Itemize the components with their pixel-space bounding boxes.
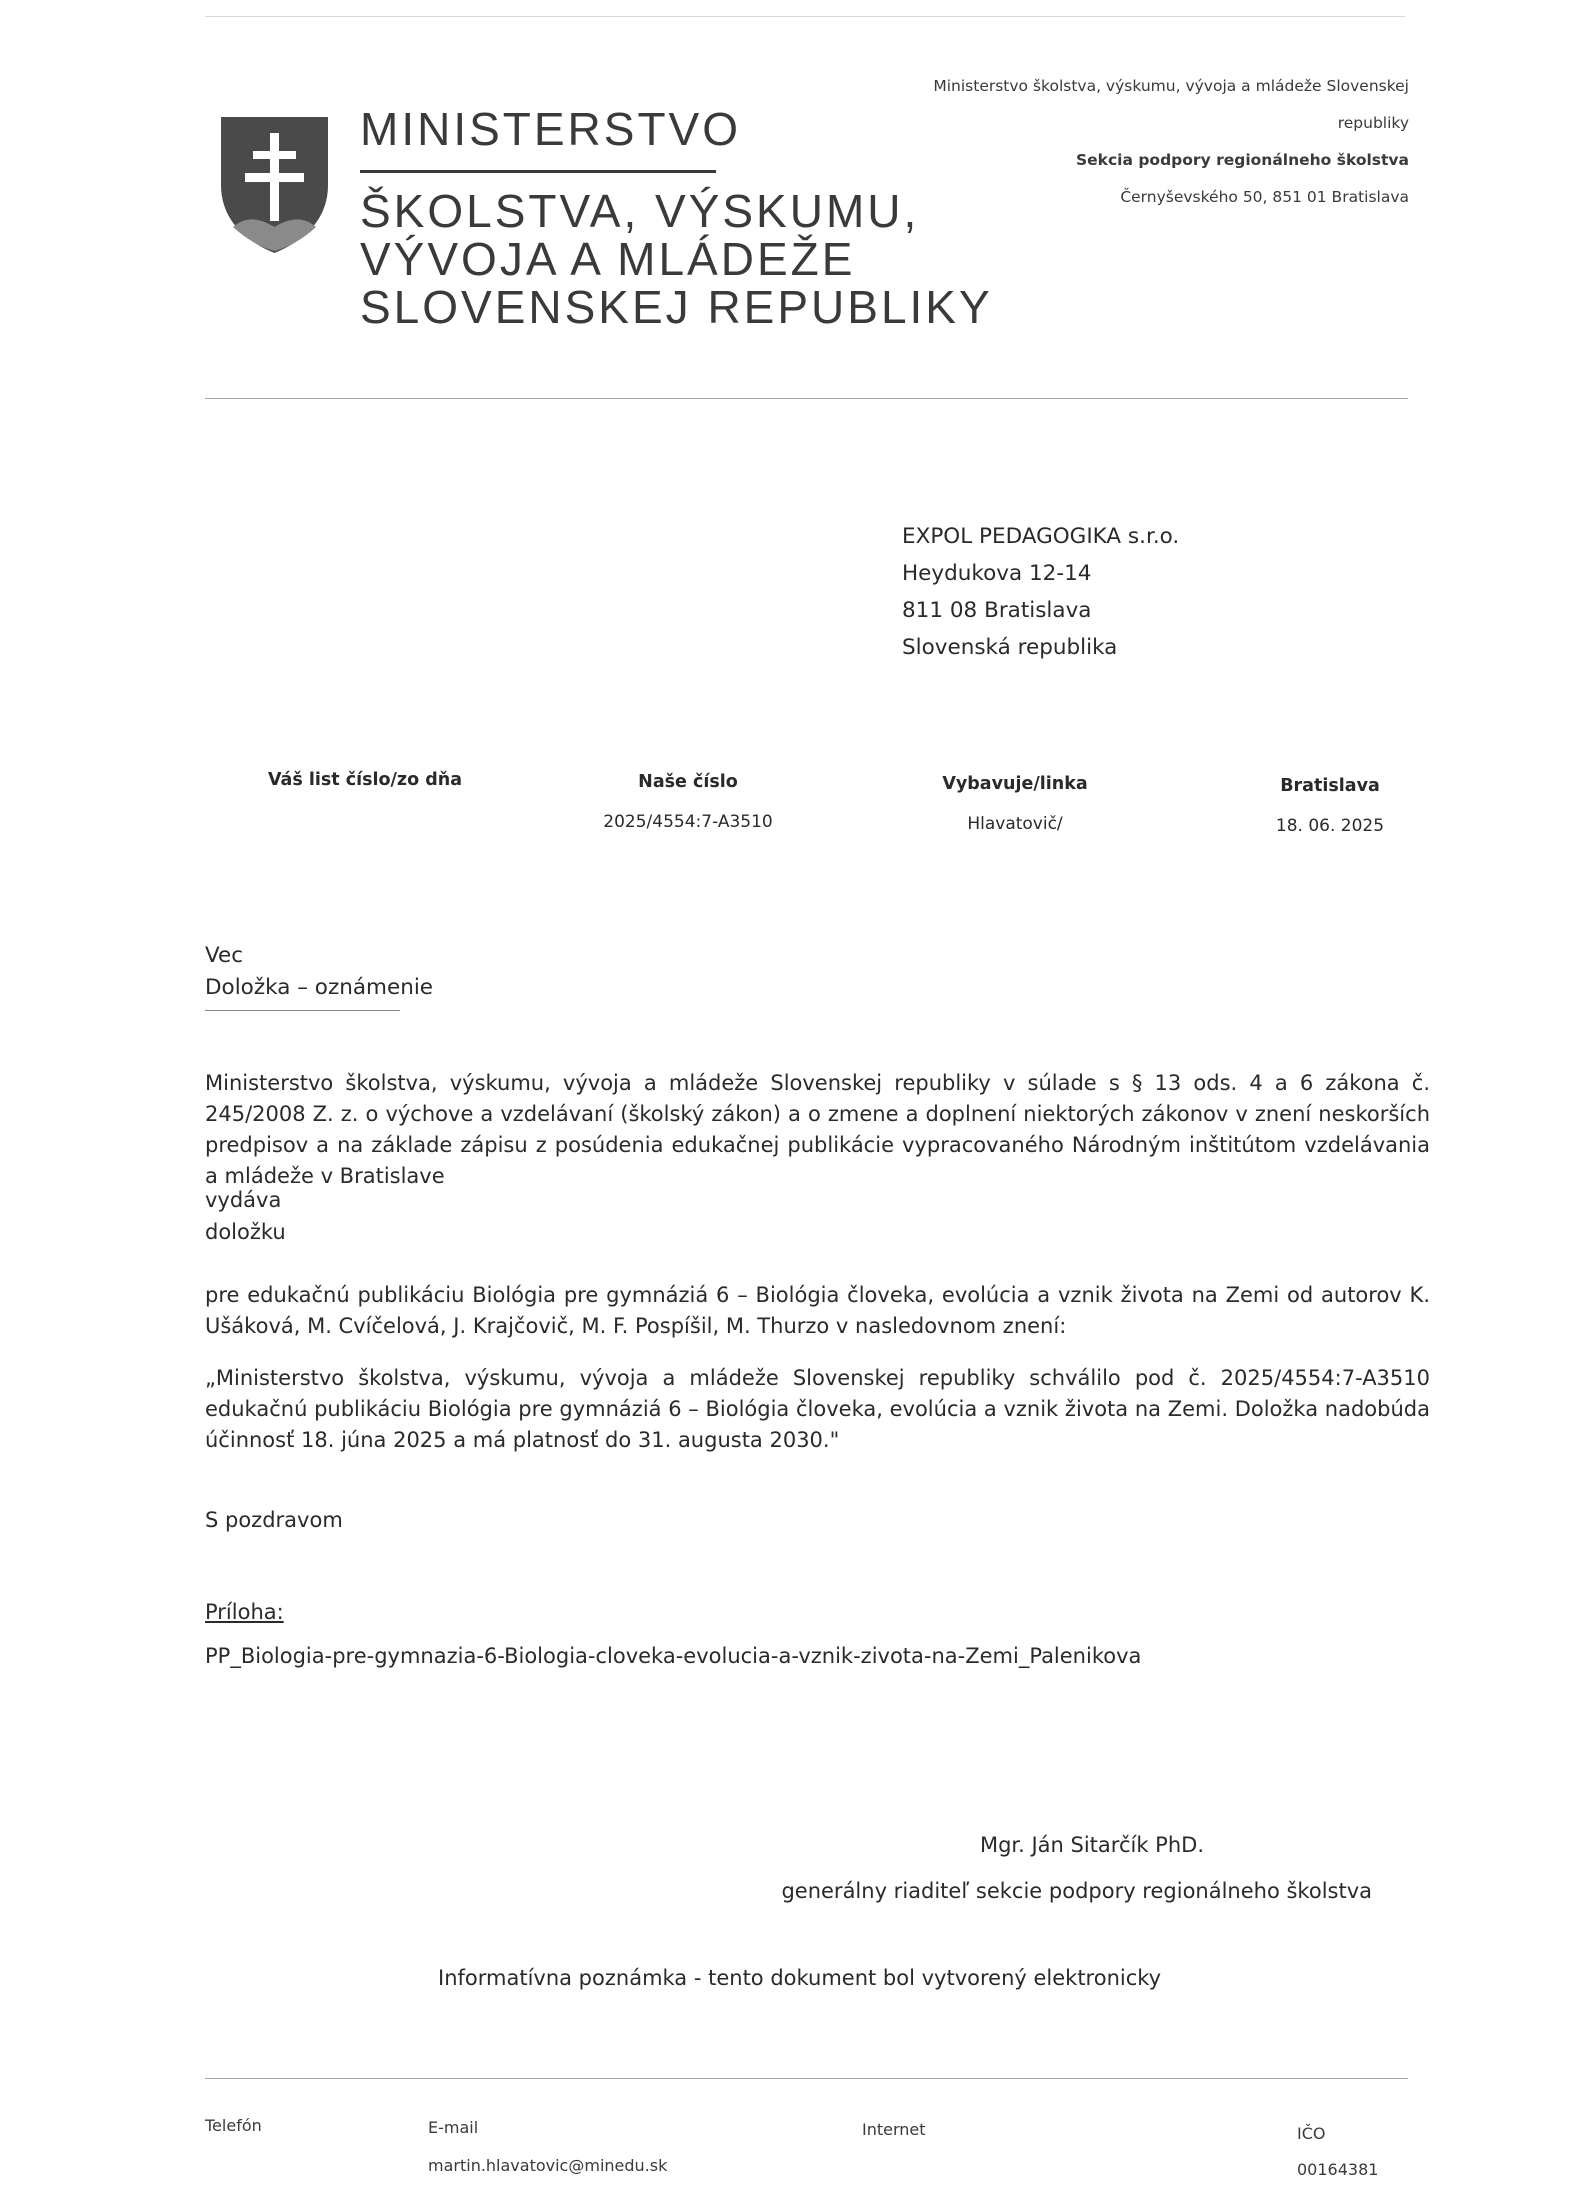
issues-line: vydáva bbox=[205, 1188, 282, 1212]
recipient-street: Heydukova 12-14 bbox=[902, 561, 1092, 586]
ref-handled-by-value: Hlavatovič/ bbox=[967, 814, 1063, 834]
footer-internet-label: Internet bbox=[862, 2120, 926, 2139]
ref-our-number bbox=[568, 772, 808, 832]
footer-divider bbox=[205, 2078, 1408, 2079]
intro-paragraph: Ministerstvo školstva, výskumu, vývoja a mládeže Slovenskej republiky v súlade s § 13 ods. 4 a 6 zákona č. 245/2008 Z. z. o výchove a vzdelávaní (školský zákon) a o zmene a doplnení niektorých zákonov v znení neskorších predpisov a na základe zápisu z posúdenia edukačnej publikácie vypracovaného Národným inštitútom vzdelávania a mládeže v Bratislave bbox=[205, 1071, 1430, 1188]
ref-your-letter-label: Váš list číslo/zo dňa bbox=[267, 770, 463, 790]
subject-label: Vec bbox=[205, 943, 244, 968]
recipient-city: 811 08 Bratislava bbox=[902, 598, 1092, 623]
ministry-logo-line-1: MINISTERSTVO bbox=[360, 103, 742, 155]
sender-street: Černyševského 50, 851 01 Bratislava bbox=[1120, 188, 1409, 206]
ref-date-value: 18. 06. 2025 bbox=[1275, 816, 1385, 836]
greeting: S pozdravom bbox=[205, 1508, 343, 1532]
subject-underline bbox=[205, 1010, 400, 1011]
ref-place-date bbox=[1230, 776, 1430, 836]
ref-your-letter bbox=[255, 770, 475, 790]
sender-line-2: republiky bbox=[1337, 114, 1409, 132]
subject bbox=[205, 940, 433, 1004]
signature-name: Mgr. Ján Sitarčík PhD. bbox=[979, 1833, 1204, 1857]
recipient-address bbox=[902, 518, 1179, 666]
footer-ico-label: IČO bbox=[1297, 2124, 1326, 2143]
recipient-name: EXPOL PEDAGOGIKA s.r.o. bbox=[902, 524, 1180, 549]
footer-email-value: martin.hlavatovic@minedu.sk bbox=[428, 2156, 668, 2175]
sender-address bbox=[889, 68, 1409, 216]
ref-our-number-label: Naše číslo bbox=[638, 772, 738, 792]
recipient-country: Slovenská republika bbox=[902, 635, 1118, 660]
subject-text: Doložka – oznámenie bbox=[205, 975, 434, 1000]
publication-paragraph: pre edukačnú publikáciu Biológia pre gymnáziá 6 – Biológia človeka, evolúcia a vznik života na Zemi od autorov K. Ušáková, M. Cvíčelová, J. Krajčovič, M. F. Pospíšil, M. Thurzo v nasledovnom znení: bbox=[205, 1283, 1430, 1338]
attachment-file: PP_Biologia-pre-gymnazia-6-Biologia-cloveka-evolucia-a-vznik-zivota-na-Zemi_Palenikova bbox=[205, 1644, 1142, 1668]
footer-email-label: E-mail bbox=[428, 2118, 479, 2137]
ref-handled-by bbox=[900, 774, 1130, 834]
ministry-logo-line-4: SLOVENSKEJ REPUBLIKY bbox=[360, 281, 993, 333]
sender-line-1: Ministerstvo školstva, výskumu, vývoja a mládeže Slovenskej bbox=[933, 77, 1409, 95]
top-edge-rule bbox=[205, 16, 1405, 17]
electronic-note: Informatívna poznámka - tento dokument bol vytvorený elektronicky bbox=[438, 1966, 1162, 1990]
signature-title: generálny riaditeľ sekcie podpory regionálneho školstva bbox=[781, 1879, 1372, 1903]
coat-of-arms-icon bbox=[219, 115, 330, 255]
quote-paragraph: „Ministerstvo školstva, výskumu, vývoja a mládeže Slovenskej republiky schválilo pod č. 2025/4554:7-A3510 edukačnú publikáciu Biológia pre gymnáziá 6 – Biológia človeka, evolúcia a vznik života na Zemi. Doložka nadobúda účinnosť 18. júna 2025 a má platnosť do 31. augusta 2030." bbox=[205, 1366, 1430, 1452]
footer-phone-label: Telefón bbox=[205, 2116, 262, 2135]
sender-section: Sekcia podpory regionálneho školstva bbox=[1076, 151, 1409, 169]
ref-handled-by-label: Vybavuje/linka bbox=[942, 774, 1088, 794]
signature-block bbox=[781, 1822, 1372, 1914]
footer-ico-value: 00164381 bbox=[1297, 2160, 1379, 2179]
clause-line: doložku bbox=[205, 1220, 286, 1244]
ref-place-label: Bratislava bbox=[1280, 776, 1380, 796]
ministry-logo-divider bbox=[360, 170, 716, 173]
attachment-label: Príloha: bbox=[205, 1600, 284, 1624]
ministry-logo-line-3: VÝVOJA A MLÁDEŽE bbox=[360, 233, 856, 285]
ref-our-number-value: 2025/4554:7-A3510 bbox=[603, 812, 773, 832]
ministry-logo-line-2: ŠKOLSTVA, VÝSKUMU, bbox=[360, 185, 920, 237]
header-divider bbox=[205, 398, 1408, 399]
